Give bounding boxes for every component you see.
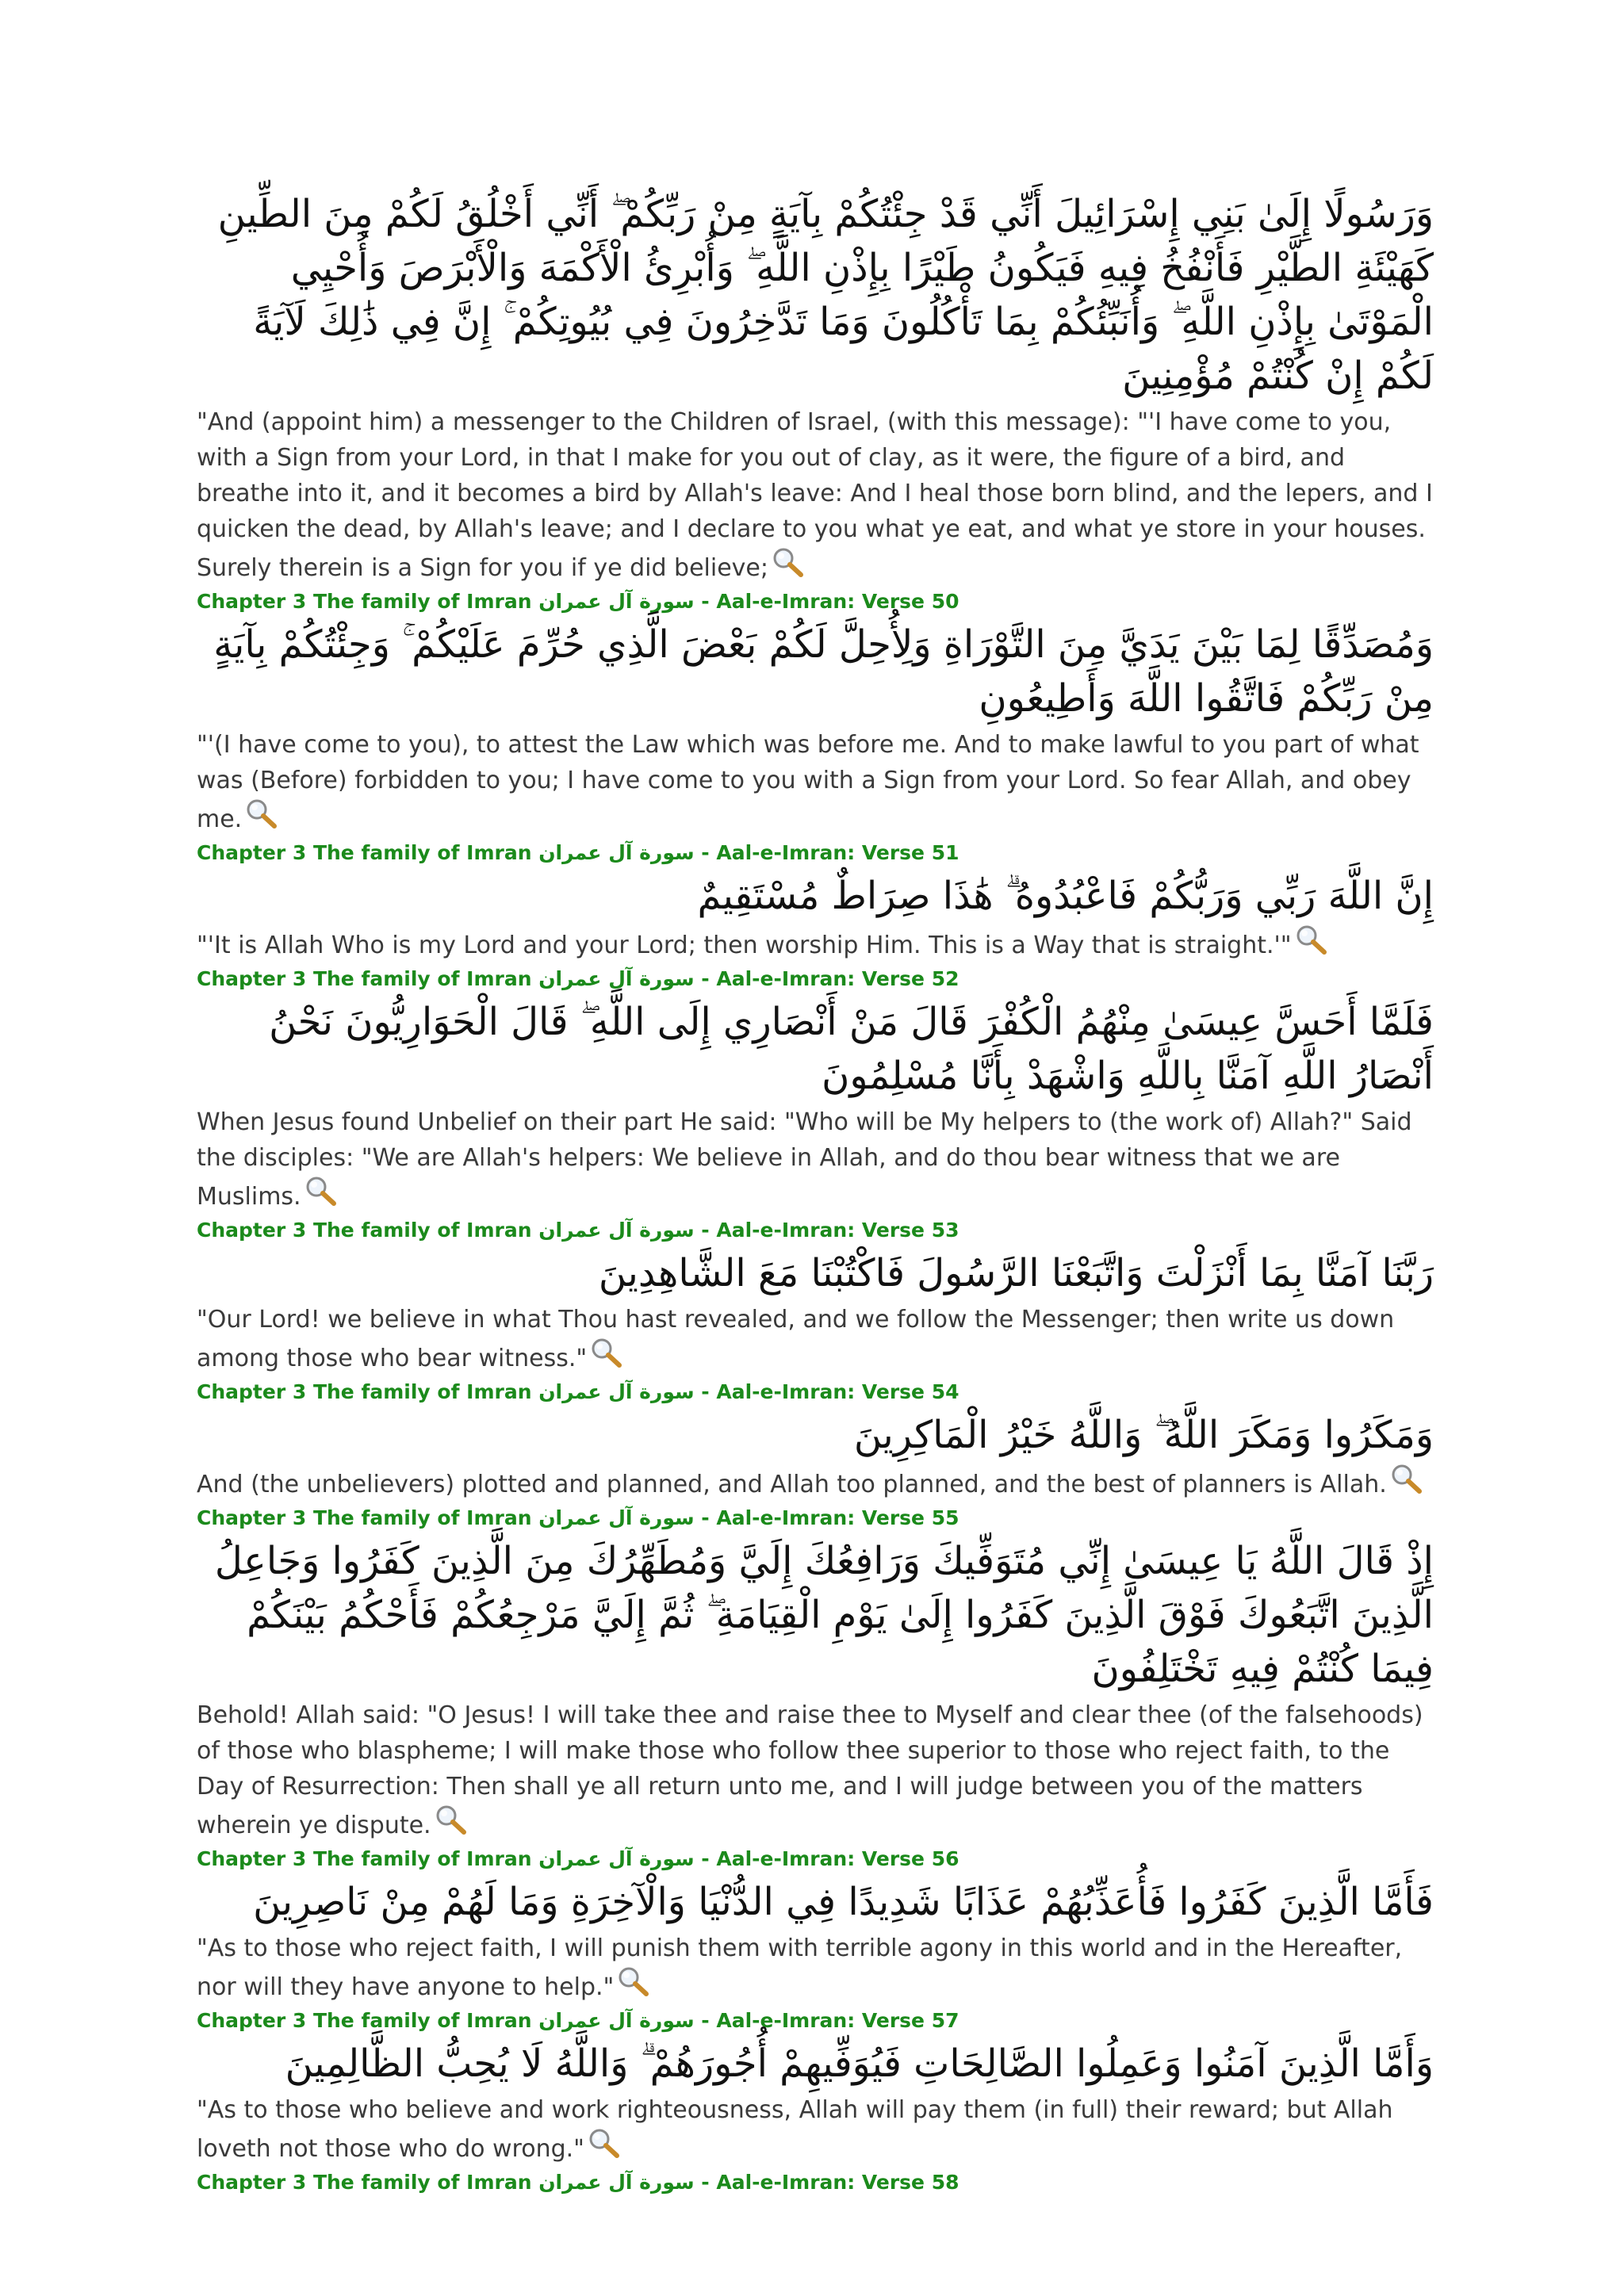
- arabic-verse: وَمُصَدِّقًا لِمَا بَيْنَ يَدَيَّ مِنَ التَّوْرَاةِ وَلِأُحِلَّ لَكُمْ بَعْضَ الَّذِي حُرِّمَ عَلَيْكُمْ ۚ وَجِئْتُكُمْ بِآيَةٍ مِنْ رَبِّكُمْ فَاتَّقُوا اللَّهَ وَأَطِيعُونِ: [213, 622, 1434, 721]
- verse-translation: [197, 1464, 1434, 1502]
- verse-translation: [197, 727, 1434, 837]
- heading-surah-arabic: سورة آل عمران: [538, 841, 695, 864]
- verse-page: [197, 187, 1434, 2198]
- heading-chapter: Chapter 3 The family of Imran: [197, 1219, 539, 1242]
- heading-chapter: Chapter 3 The family of Imran: [197, 2009, 539, 2032]
- arabic-verse: فَلَمَّا أَحَسَّ عِيسَىٰ مِنْهُمُ الْكُفْرَ قَالَ مَنْ أَنْصَارِي إِلَى اللَّهِ ۖ قَالَ الْحَوَارِيُّونَ نَحْنُ أَنْصَارُ اللَّهِ آمَنَّا بِاللَّهِ وَاشْهَدْ بِأَنَّا مُسْلِمُونَ: [269, 1000, 1434, 1098]
- heading-surah-arabic: سورة آل عمران: [538, 1847, 695, 1870]
- verse-translation: [197, 924, 1434, 963]
- translation-text: "'(I have come to you), to attest the Law which was before me. And to make lawful to you part of what was (Before) forbidden to you; I have come to you with a Sign from your Lord. So fear Allah, and obey me.: [197, 731, 1419, 833]
- magnifier-icon[interactable]: [1390, 1464, 1423, 1495]
- verse-translation: [197, 1104, 1434, 1215]
- magnifier-icon[interactable]: [588, 2128, 621, 2160]
- magnifier-icon[interactable]: [617, 1966, 650, 1998]
- verse-block: [197, 1408, 1434, 1534]
- verse-block: [197, 995, 1434, 1246]
- arabic-verse: إِنَّ اللَّهَ رَبِّي وَرَبُّكُمْ فَاعْبُدُوهُ ۗ هَٰذَا صِرَاطٌ مُسْتَقِيمٌ: [697, 874, 1434, 918]
- verse-heading[interactable]: [197, 1502, 1434, 1534]
- magnifier-icon[interactable]: [590, 1337, 623, 1369]
- translation-text: "As to those who reject faith, I will punish them with terrible agony in this world and in the Hereafter, nor will they have anyone to help.": [197, 1934, 1403, 2001]
- heading-surah-arabic: سورة آل عمران: [538, 1219, 695, 1242]
- translation-text: "'It is Allah Who is my Lord and your Lord; then worship Him. This is a Way that is straight.'": [197, 932, 1292, 959]
- heading-surah-arabic: سورة آل عمران: [538, 2171, 695, 2194]
- verse-translation: [197, 404, 1434, 586]
- heading-surah-arabic: سورة آل عمران: [538, 2009, 695, 2032]
- translation-text: "Our Lord! we believe in what Thou hast revealed, and we follow the Messenger; then write us down among those who bear witness.": [197, 1306, 1395, 1372]
- heading-verse-number: - Aal-e-Imran: Verse 57: [694, 2009, 959, 2032]
- heading-surah-arabic: سورة آل عمران: [538, 590, 695, 613]
- heading-verse-number: - Aal-e-Imran: Verse 51: [694, 841, 959, 864]
- heading-surah-arabic: سورة آل عمران: [538, 1380, 695, 1403]
- verse-heading[interactable]: [197, 837, 1434, 869]
- heading-verse-number: - Aal-e-Imran: Verse 50: [694, 590, 959, 613]
- heading-verse-number: - Aal-e-Imran: Verse 53: [694, 1219, 959, 1242]
- verse-block: [197, 1534, 1434, 1875]
- verse-translation: [197, 2092, 1434, 2167]
- verse-block: [197, 1875, 1434, 2037]
- heading-chapter: Chapter 3 The family of Imran: [197, 841, 539, 864]
- magnifier-icon[interactable]: [435, 1804, 468, 1836]
- verse-heading[interactable]: [197, 1843, 1434, 1875]
- translation-text: Behold! Allah said: "O Jesus! I will take thee and raise thee to Myself and clear thee (of the falsehoods) of those who blaspheme; I will make those who follow thee superior to those who reject faith, to the Day of Resurrection: Then shall ye all return unto me, and I will judge between you of the matters wherein ye dispute.: [197, 1701, 1423, 1839]
- heading-verse-number: - Aal-e-Imran: Verse 58: [694, 2171, 959, 2194]
- magnifier-icon[interactable]: [304, 1176, 338, 1207]
- heading-verse-number: - Aal-e-Imran: Verse 54: [694, 1380, 959, 1403]
- heading-chapter: Chapter 3 The family of Imran: [197, 1380, 539, 1403]
- magnifier-icon[interactable]: [1295, 924, 1328, 956]
- verse-block: [197, 187, 1434, 618]
- heading-verse-number: - Aal-e-Imran: Verse 52: [694, 967, 959, 990]
- arabic-verse: فَأَمَّا الَّذِينَ كَفَرُوا فَأُعَذِّبُهُمْ عَذَابًا شَدِيدًا فِي الدُّنْيَا وَالْآخِرَةِ وَمَا لَهُمْ مِنْ نَاصِرِينَ: [253, 1880, 1434, 1924]
- verse-block: [197, 1246, 1434, 1408]
- verse-heading[interactable]: [197, 1215, 1434, 1246]
- heading-chapter: Chapter 3 The family of Imran: [197, 967, 539, 990]
- verse-block: [197, 2037, 1434, 2198]
- verse-heading[interactable]: [197, 963, 1434, 995]
- heading-chapter: Chapter 3 The family of Imran: [197, 1506, 539, 1529]
- heading-verse-number: - Aal-e-Imran: Verse 55: [694, 1506, 959, 1529]
- verse-heading[interactable]: [197, 586, 1434, 618]
- translation-text: When Jesus found Unbelief on their part He said: "Who will be My helpers to (the work of) Allah?" Said the disciples: "We are Allah's helpers: We believe in Allah, and do thou bear witness that we are Muslims.: [197, 1108, 1412, 1211]
- heading-verse-number: - Aal-e-Imran: Verse 56: [694, 1847, 959, 1870]
- heading-chapter: Chapter 3 The family of Imran: [197, 1847, 539, 1870]
- heading-chapter: Chapter 3 The family of Imran: [197, 590, 539, 613]
- verse-heading[interactable]: [197, 1376, 1434, 1408]
- verse-translation: [197, 1302, 1434, 1376]
- arabic-verse: وَأَمَّا الَّذِينَ آمَنُوا وَعَمِلُوا الصَّالِحَاتِ فَيُوَفِّيهِمْ أُجُورَهُمْ ۗ وَاللَّهُ لَا يُحِبُّ الظَّالِمِينَ: [285, 2042, 1434, 2086]
- arabic-verse: وَمَكَرُوا وَمَكَرَ اللَّهُ ۖ وَاللَّهُ خَيْرُ الْمَاكِرِينَ: [853, 1413, 1434, 1457]
- arabic-verse: رَبَّنَا آمَنَّا بِمَا أَنْزَلْتَ وَاتَّبَعْنَا الرَّسُولَ فَاكْتُبْنَا مَعَ الشَّاهِدِينَ: [598, 1251, 1434, 1295]
- heading-surah-arabic: سورة آل عمران: [538, 967, 695, 990]
- verse-heading[interactable]: [197, 2005, 1434, 2037]
- verse-block: [197, 869, 1434, 995]
- translation-text: "As to those who believe and work righteousness, Allah will pay them (in full) their reward; but Allah loveth not those who do wrong.": [197, 2096, 1393, 2163]
- verse-block: [197, 618, 1434, 869]
- magnifier-icon[interactable]: [772, 547, 805, 579]
- verse-translation: [197, 1931, 1434, 2005]
- heading-surah-arabic: سورة آل عمران: [538, 1506, 695, 1529]
- heading-chapter: Chapter 3 The family of Imran: [197, 2171, 539, 2194]
- translation-text: "And (appoint him) a messenger to the Children of Israel, (with this message): "'I have come to you, with a Sign from your Lord, in that I make for you out of clay, as it were, the figure of a bird, and breathe into it, and it becomes a bird by Allah's leave: And I heal those born blind, and the lepers, and I quicken the dead, by Allah's leave; and I declare to you what ye eat, and what ye store in your houses. Surely therein is a Sign for you if ye did believe;: [197, 408, 1433, 582]
- arabic-verse: وَرَسُولًا إِلَىٰ بَنِي إِسْرَائِيلَ أَنِّي قَدْ جِئْتُكُمْ بِآيَةٍ مِنْ رَبِّكُمْ ۖ أَنِّي أَخْلُقُ لَكُمْ مِنَ الطِّينِ كَهَيْئَةِ الطَّيْرِ فَأَنْفُخُ فِيهِ فَيَكُونُ طَيْرًا بِإِذْنِ اللَّهِ ۖ وَأُبْرِئُ الْأَكْمَهَ وَالْأَبْرَصَ وَأُحْيِي الْمَوْتَىٰ بِإِذْنِ اللَّهِ ۖ وَأُنَبِّئُكُمْ بِمَا تَأْكُلُونَ وَمَا تَدَّخِرُونَ فِي بُيُوتِكُمْ ۚ إِنَّ فِي ذَٰلِكَ لَآيَةً لَكُمْ إِنْ كُنْتُمْ مُؤْمِنِينَ: [217, 192, 1434, 398]
- magnifier-icon[interactable]: [245, 798, 278, 830]
- translation-text: And (the unbelievers) plotted and planned, and Allah too planned, and the best of planners is Allah.: [197, 1471, 1387, 1498]
- verse-heading[interactable]: [197, 2167, 1434, 2198]
- arabic-verse: إِذْ قَالَ اللَّهُ يَا عِيسَىٰ إِنِّي مُتَوَفِّيكَ وَرَافِعُكَ إِلَيَّ وَمُطَهِّرُكَ مِنَ الَّذِينَ كَفَرُوا وَجَاعِلُ الَّذِينَ اتَّبَعُوكَ فَوْقَ الَّذِينَ كَفَرُوا إِلَىٰ يَوْمِ الْقِيَامَةِ ۖ ثُمَّ إِلَيَّ مَرْجِعُكُمْ فَأَحْكُمُ بَيْنَكُمْ فِيمَا كُنْتُمْ فِيهِ تَخْتَلِفُونَ: [214, 1539, 1434, 1691]
- verse-translation: [197, 1697, 1434, 1843]
